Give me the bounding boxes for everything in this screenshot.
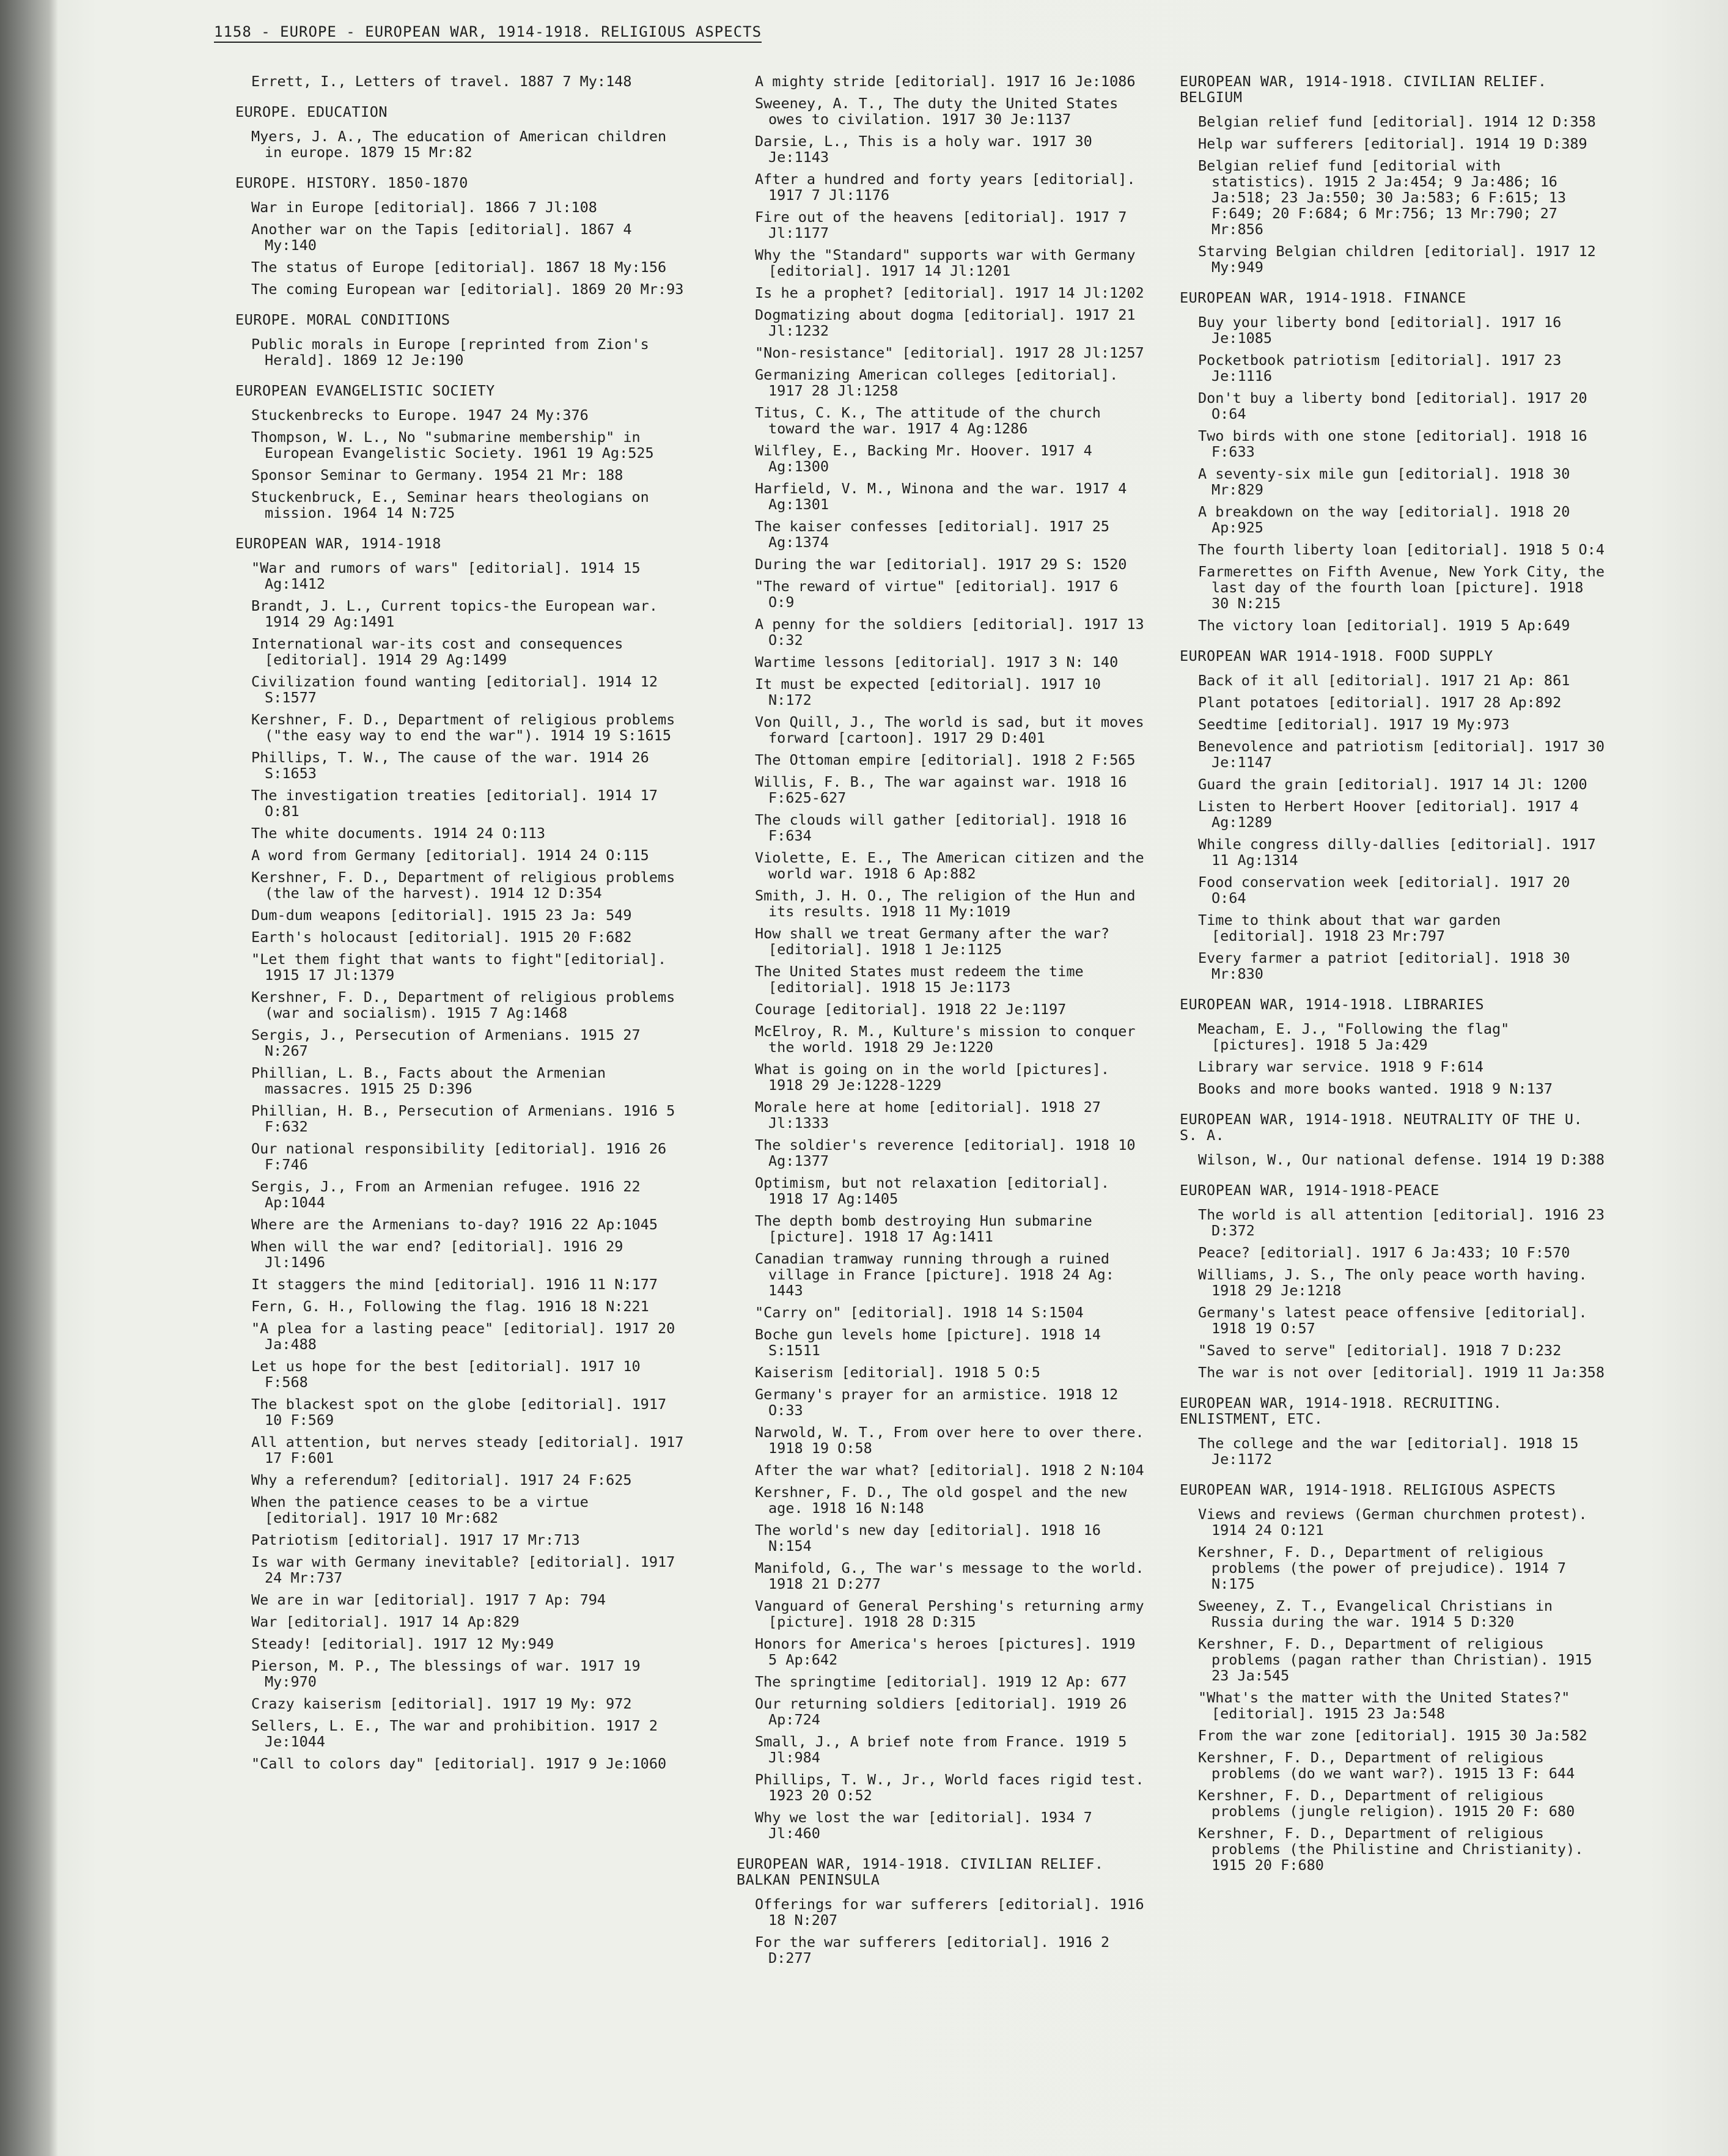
book-spine-shadow (0, 0, 58, 2156)
index-entry: Phillips, T. W., The cause of the war. 1914 26 S:1653 (251, 749, 649, 782)
index-entry: Pierson, M. P., The blessings of war. 1917 19 My:970 (251, 1657, 641, 1690)
index-entry: Peace? [editorial]. 1917 6 Ja:433; 10 F:570 (1198, 1244, 1570, 1261)
index-entry: Stuckenbruck, E., Seminar hears theologians on mission. 1964 14 N:725 (251, 488, 649, 521)
index-entry: Sponsor Seminar to Germany. 1954 21 Mr: 188 (251, 466, 623, 484)
index-entry: Wartime lessons [editorial]. 1917 3 N: 140 (755, 653, 1119, 671)
index-entry: Smith, J. H. O., The religion of the Hun and its results. 1918 11 My:1019 (755, 887, 1136, 920)
index-entry: Every farmer a patriot [editorial]. 1918 30 Mr:830 (1198, 949, 1570, 982)
index-entry: Food conservation week [editorial]. 1917 20 O:64 (1198, 874, 1570, 907)
index-entry: Listen to Herbert Hoover [editorial]. 1917 4 Ag:1289 (1198, 798, 1579, 831)
index-entry: "Let them fight that wants to fight"[editorial]. 1915 17 Jl:1379 (251, 951, 667, 984)
index-entry: Farmerettes on Fifth Avenue, New York City, the last day of the fourth loan [picture]. 1918 30 N:215 (1198, 563, 1605, 612)
index-entry: Why we lost the war [editorial]. 1934 7 Jl:460 (755, 1809, 1092, 1842)
index-entry: Is he a prophet? [editorial]. 1917 14 Jl:1202 (755, 284, 1144, 301)
index-entry: Brandt, J. L., Current topics-the European war. 1914 29 Ag:1491 (251, 597, 658, 630)
index-entry: When will the war end? [editorial]. 1916 29 Jl:1496 (251, 1238, 623, 1271)
index-entry: Seedtime [editorial]. 1917 19 My:973 (1198, 716, 1510, 733)
index-entry: Narwold, W. T., From over here to over there. 1918 19 O:58 (755, 1424, 1144, 1457)
index-entry: All attention, but nerves steady [editorial]. 1917 17 F:601 (251, 1433, 684, 1466)
index-entry: Earth's holocaust [editorial]. 1915 20 F:682 (251, 929, 632, 946)
section-heading: EUROPE. MORAL CONDITIONS (235, 311, 450, 328)
index-entry: Phillian, H. B., Persecution of Armenians. 1916 5 F:632 (251, 1102, 675, 1135)
index-entry: Kershner, F. D., Department of religious problems ("the easy way to end the war"). 1914 19 S:1615 (251, 711, 675, 744)
page-header: 1158 - EUROPE - EUROPEAN WAR, 1914-1918. RELIGIOUS ASPECTS (214, 23, 762, 43)
index-entry: Morale here at home [editorial]. 1918 27 Jl:1333 (755, 1098, 1101, 1131)
index-entry: "Saved to serve" [editorial]. 1918 7 D:232 (1198, 1342, 1562, 1359)
index-entry: Belgian relief fund [editorial]. 1914 12 D:358 (1198, 113, 1596, 130)
index-entry: Kershner, F. D., Department of religious problems (war and socialism). 1915 7 Ag:1468 (251, 988, 675, 1021)
index-entry: Stuckenbrecks to Europe. 1947 24 My:376 (251, 407, 589, 424)
index-entry: McElroy, R. M., Kulture's mission to conquer the world. 1918 29 Je:1220 (755, 1023, 1136, 1056)
index-entry: Let us hope for the best [editorial]. 1917 10 F:568 (251, 1358, 641, 1391)
section-heading: EUROPEAN WAR, 1914-1918. CIVILIAN RELIEF. BELGIUM (1180, 73, 1547, 106)
index-entry: Crazy kaiserism [editorial]. 1917 19 My: 972 (251, 1695, 632, 1712)
index-entry: Views and reviews (German churchmen protest). 1914 24 O:121 (1198, 1506, 1587, 1539)
index-entry: Honors for America's heroes [pictures]. 1919 5 Ap:642 (755, 1635, 1136, 1668)
index-entry: When the patience ceases to be a virtue [editorial]. 1917 10 Mr:682 (251, 1493, 589, 1526)
index-entry: The Ottoman empire [editorial]. 1918 2 F:565 (755, 751, 1136, 768)
index-column-3 (1180, 73, 1608, 1879)
index-entry: Small, J., A brief note from France. 1919 5 Jl:984 (755, 1733, 1127, 1766)
section-heading: EUROPEAN WAR 1914-1918. FOOD SUPPLY (1180, 647, 1493, 664)
index-entry: After the war what? [editorial]. 1918 2 N:104 (755, 1462, 1144, 1479)
index-entry: "What's the matter with the United States?" [editorial]. 1915 23 Ja:548 (1198, 1689, 1570, 1722)
index-entry: The investigation treaties [editorial]. 1914 17 O:81 (251, 787, 658, 820)
index-entry: "War and rumors of wars" [editorial]. 1914 15 Ag:1412 (251, 559, 641, 592)
index-entry: Germanizing American colleges [editorial]. 1917 28 Jl:1258 (755, 366, 1119, 399)
index-entry: "Non-resistance" [editorial]. 1917 28 Jl:1257 (755, 344, 1144, 361)
index-entry: A breakdown on the way [editorial]. 1918 20 Ap:925 (1198, 503, 1570, 536)
index-entry: Don't buy a liberty bond [editorial]. 1917 20 O:64 (1198, 389, 1587, 422)
index-entry: After a hundred and forty years [editorial]. 1917 7 Jl:1176 (755, 171, 1136, 204)
index-entry: Public morals in Europe [reprinted from Zion's Herald]. 1869 12 Je:190 (251, 336, 649, 369)
index-entry: Another war on the Tapis [editorial]. 1867 4 My:140 (251, 221, 632, 254)
index-entry: The clouds will gather [editorial]. 1918 16 F:634 (755, 811, 1127, 844)
index-entry: What is going on in the world [pictures]. 1918 29 Je:1228-1229 (755, 1061, 1110, 1094)
index-entry: Books and more books wanted. 1918 9 N:137 (1198, 1080, 1553, 1097)
index-entry: Errett, I., Letters of travel. 1887 7 My:148 (251, 73, 632, 90)
index-column-2 (737, 73, 1152, 1972)
index-entry: Violette, E. E., The American citizen and the world war. 1918 6 Ap:882 (755, 849, 1144, 882)
index-entry: Time to think about that war garden [editorial]. 1918 23 Mr:797 (1198, 911, 1501, 944)
section-heading: EUROPEAN WAR, 1914-1918. RECRUITING. ENLISTMENT, ETC. (1180, 1394, 1502, 1427)
index-entry: The college and the war [editorial]. 1918 15 Je:1172 (1198, 1435, 1579, 1468)
index-entry: Fire out of the heavens [editorial]. 1917 7 Jl:1177 (755, 208, 1127, 241)
index-entry: Sergis, J., Persecution of Armenians. 1915 27 N:267 (251, 1026, 641, 1059)
section-heading: EUROPEAN WAR, 1914-1918-PEACE (1180, 1182, 1439, 1199)
index-entry: Thompson, W. L., No "submarine membership" in European Evangelistic Society. 1961 19 Ag:525 (251, 429, 654, 462)
index-entry: Willis, F. B., The war against war. 1918 16 F:625-627 (755, 773, 1127, 806)
index-entry: The United States must redeem the time [editorial]. 1918 15 Je:1173 (755, 963, 1084, 996)
index-entry: A seventy-six mile gun [editorial]. 1918 30 Mr:829 (1198, 465, 1570, 498)
index-entry: Manifold, G., The war's message to the world. 1918 21 D:277 (755, 1559, 1144, 1592)
index-entry: Wilfley, E., Backing Mr. Hoover. 1917 4 Ag:1300 (755, 442, 1092, 475)
index-entry: Kershner, F. D., Department of religious problems (do we want war?). 1915 13 F: 644 (1198, 1749, 1575, 1782)
index-entry: Sweeney, A. T., The duty the United States owes to civilation. 1917 30 Je:1137 (755, 95, 1119, 128)
index-entry: Meacham, E. J., "Following the flag" [pictures]. 1918 5 Ja:429 (1198, 1020, 1510, 1053)
index-entry: Buy your liberty bond [editorial]. 1917 16 Je:1085 (1198, 314, 1562, 347)
index-entry: It must be expected [editorial]. 1917 10 N:172 (755, 675, 1101, 708)
index-entry: Library war service. 1918 9 F:614 (1198, 1058, 1484, 1075)
index-entry: The coming European war [editorial]. 1869 20 Mr:93 (251, 281, 684, 298)
index-entry: Kershner, F. D., The old gospel and the new age. 1918 16 N:148 (755, 1484, 1127, 1517)
index-entry: Canadian tramway running through a ruined village in France [picture]. 1918 24 Ag: 1443 (755, 1250, 1114, 1299)
index-entry: Where are the Armenians to-day? 1916 22 Ap:1045 (251, 1216, 658, 1233)
section-heading: EUROPEAN WAR, 1914-1918. NEUTRALITY OF THE U. S. A. (1180, 1111, 1583, 1144)
index-entry: The world is all attention [editorial]. 1916 23 D:372 (1198, 1206, 1605, 1239)
index-entry: Germany's prayer for an armistice. 1918 12 O:33 (755, 1386, 1119, 1419)
index-entry: Williams, J. S., The only peace worth having. 1918 29 Je:1218 (1198, 1266, 1587, 1299)
index-entry: "Carry on" [editorial]. 1918 14 S:1504 (755, 1304, 1084, 1321)
index-entry: Fern, G. H., Following the flag. 1916 18 N:221 (251, 1298, 649, 1315)
index-column-1 (235, 73, 688, 1778)
index-entry: Kershner, F. D., Department of religious problems (the power of prejudice). 1914 7 N:175 (1198, 1543, 1567, 1592)
index-entry: Sweeney, Z. T., Evangelical Christians in Russia during the war. 1914 5 D:320 (1198, 1597, 1553, 1630)
index-entry: The soldier's reverence [editorial]. 1918 10 Ag:1377 (755, 1136, 1136, 1169)
index-entry: Plant potatoes [editorial]. 1917 28 Ap:892 (1198, 694, 1562, 711)
index-entry: Our returning soldiers [editorial]. 1919 26 Ap:724 (755, 1695, 1127, 1728)
section-heading: EUROPEAN WAR, 1914-1918 (235, 535, 441, 552)
section-heading: EUROPEAN WAR, 1914-1918. FINANCE (1180, 289, 1466, 306)
index-entry: Dum-dum weapons [editorial]. 1915 23 Ja: 549 (251, 907, 632, 924)
index-entry: While congress dilly-dallies [editorial]. 1917 11 Ag:1314 (1198, 836, 1596, 869)
index-entry: The fourth liberty loan [editorial]. 1918 5 O:4 (1198, 541, 1605, 558)
index-entry: Courage [editorial]. 1918 22 Je:1197 (755, 1001, 1067, 1018)
index-entry: War [editorial]. 1917 14 Ap:829 (251, 1613, 520, 1630)
section-heading: EUROPE. HISTORY. 1850-1870 (235, 174, 468, 191)
index-entry: Starving Belgian children [editorial]. 1917 12 My:949 (1198, 243, 1596, 276)
index-entry: Optimism, but not relaxation [editorial]. 1918 17 Ag:1405 (755, 1174, 1110, 1207)
section-heading: EUROPEAN WAR, 1914-1918. LIBRARIES (1180, 996, 1485, 1013)
section-heading: EUROPEAN WAR, 1914-1918. CIVILIAN RELIEF. BALKAN PENINSULA (737, 1855, 1104, 1888)
index-entry: Sergis, J., From an Armenian refugee. 1916 22 Ap:1044 (251, 1178, 641, 1211)
section-heading: EUROPE. EDUCATION (235, 103, 388, 120)
index-entry: Kershner, F. D., Department of religious problems (pagan rather than Christian). 1915 23 Ja:545 (1198, 1635, 1592, 1684)
index-entry: How shall we treat Germany after the war? [editorial]. 1918 1 Je:1125 (755, 925, 1110, 958)
index-entry: It staggers the mind [editorial]. 1916 11 N:177 (251, 1276, 658, 1293)
index-entry: Benevolence and patriotism [editorial]. 1917 30 Je:1147 (1198, 738, 1605, 771)
index-entry: A mighty stride [editorial]. 1917 16 Je:1086 (755, 73, 1136, 90)
index-entry: Kershner, F. D., Department of religious problems (the Philistine and Christianity). 1915 20 F:680 (1198, 1825, 1584, 1874)
index-entry: International war-its cost and consequences [editorial]. 1914 29 Ag:1499 (251, 635, 623, 668)
index-entry: The depth bomb destroying Hun submarine [picture]. 1918 17 Ag:1411 (755, 1212, 1092, 1245)
index-entry: Wilson, W., Our national defense. 1914 19 D:388 (1198, 1151, 1605, 1168)
index-entry: Is war with Germany inevitable? [editorial]. 1917 24 Mr:737 (251, 1553, 675, 1586)
index-entry: The white documents. 1914 24 O:113 (251, 825, 546, 842)
index-entry: Darsie, L., This is a holy war. 1917 30 Je:1143 (755, 133, 1092, 166)
index-entry: War in Europe [editorial]. 1866 7 Jl:108 (251, 199, 597, 216)
index-entry: Our national responsibility [editorial]. 1916 26 F:746 (251, 1140, 667, 1173)
index-entry: Two birds with one stone [editorial]. 1918 16 F:633 (1198, 427, 1587, 460)
index-entry: Offerings for war sufferers [editorial]. 1916 18 N:207 (755, 1896, 1144, 1929)
index-entry: A penny for the soldiers [editorial]. 1917 13 O:32 (755, 616, 1144, 649)
index-entry: A word from Germany [editorial]. 1914 24 O:115 (251, 847, 649, 864)
index-entry: Why a referendum? [editorial]. 1917 24 F:625 (251, 1471, 632, 1488)
section-heading: EUROPEAN EVANGELISTIC SOCIETY (235, 382, 495, 399)
index-entry: The blackest spot on the globe [editorial]. 1917 10 F:569 (251, 1396, 667, 1429)
index-entry: Vanguard of General Pershing's returning army [picture]. 1918 28 D:315 (755, 1597, 1144, 1630)
index-entry: Dogmatizing about dogma [editorial]. 1917 21 Jl:1232 (755, 306, 1136, 339)
index-entry: Sellers, L. E., The war and prohibition. 1917 2 Je:1044 (251, 1717, 658, 1750)
index-entry: Kershner, F. D., Department of religious problems (the law of the harvest). 1914 12 D:354 (251, 869, 675, 902)
index-entry: Titus, C. K., The attitude of the church toward the war. 1917 4 Ag:1286 (755, 404, 1101, 437)
index-entry: Germany's latest peace offensive [editorial]. 1918 19 O:57 (1198, 1304, 1587, 1337)
index-entry: Kaiserism [editorial]. 1918 5 O:5 (755, 1364, 1040, 1381)
index-entry: For the war sufferers [editorial]. 1916 2 D:277 (755, 1933, 1110, 1967)
index-entry: Phillips, T. W., Jr., World faces rigid test. 1923 20 O:52 (755, 1771, 1144, 1804)
index-entry: The world's new day [editorial]. 1918 16 N:154 (755, 1521, 1101, 1554)
index-entry: The victory loan [editorial]. 1919 5 Ap:649 (1198, 617, 1570, 634)
index-entry: The war is not over [editorial]. 1919 11 Ja:358 (1198, 1364, 1605, 1381)
index-entry: Belgian relief fund [editorial with statistics). 1915 2 Ja:454; 9 Ja:486; 16 Ja:518; 23 Ja:550; 30 Ja:583; 6 F:615; 13 F:649; 20 F:684; 6 Mr:756; 13 Mr:790; 27 Mr:856 (1198, 157, 1567, 238)
index-entry: Von Quill, J., The world is sad, but it moves forward [cartoon]. 1917 29 D:401 (755, 713, 1144, 746)
index-entry: "Call to colors day" [editorial]. 1917 9 Je:1060 (251, 1755, 667, 1772)
index-entry: The status of Europe [editorial]. 1867 18 My:156 (251, 259, 667, 276)
index-entry: During the war [editorial]. 1917 29 S: 1520 (755, 556, 1127, 573)
index-entry: Steady! [editorial]. 1917 12 My:949 (251, 1635, 554, 1652)
index-entry: Why the "Standard" supports war with Germany [editorial]. 1917 14 Jl:1201 (755, 246, 1136, 279)
index-entry: Boche gun levels home [picture]. 1918 14 S:1511 (755, 1326, 1101, 1359)
index-entry: Pocketbook patriotism [editorial]. 1917 23 Je:1116 (1198, 351, 1562, 384)
index-entry: Patriotism [editorial]. 1917 17 Mr:713 (251, 1531, 580, 1548)
index-entry: We are in war [editorial]. 1917 7 Ap: 794 (251, 1591, 606, 1608)
index-entry: Myers, J. A., The education of American children in europe. 1879 15 Mr:82 (251, 128, 667, 161)
index-entry: "A plea for a lasting peace" [editorial]. 1917 20 Ja:488 (251, 1320, 675, 1353)
section-heading: EUROPEAN WAR, 1914-1918. RELIGIOUS ASPECTS (1180, 1481, 1556, 1498)
index-entry: Back of it all [editorial]. 1917 21 Ap: 861 (1198, 672, 1570, 689)
index-entry: Guard the grain [editorial]. 1917 14 Jl: 1200 (1198, 776, 1587, 793)
index-entry: The kaiser confesses [editorial]. 1917 25 Ag:1374 (755, 518, 1110, 551)
index-entry: Kershner, F. D., Department of religious problems (jungle religion). 1915 20 F: 680 (1198, 1787, 1575, 1820)
index-entry: "The reward of virtue" [editorial]. 1917 6 O:9 (755, 578, 1119, 611)
index-entry: Phillian, L. B., Facts about the Armenian massacres. 1915 25 D:396 (251, 1064, 606, 1097)
index-entry: Civilization found wanting [editorial]. 1914 12 S:1577 (251, 673, 658, 706)
index-entry: Help war sufferers [editorial]. 1914 19 D:389 (1198, 135, 1587, 152)
index-entry: Harfield, V. M., Winona and the war. 1917 4 Ag:1301 (755, 480, 1127, 513)
index-entry: From the war zone [editorial]. 1915 30 Ja:582 (1198, 1727, 1587, 1744)
index-entry: The springtime [editorial]. 1919 12 Ap: 677 (755, 1673, 1127, 1690)
